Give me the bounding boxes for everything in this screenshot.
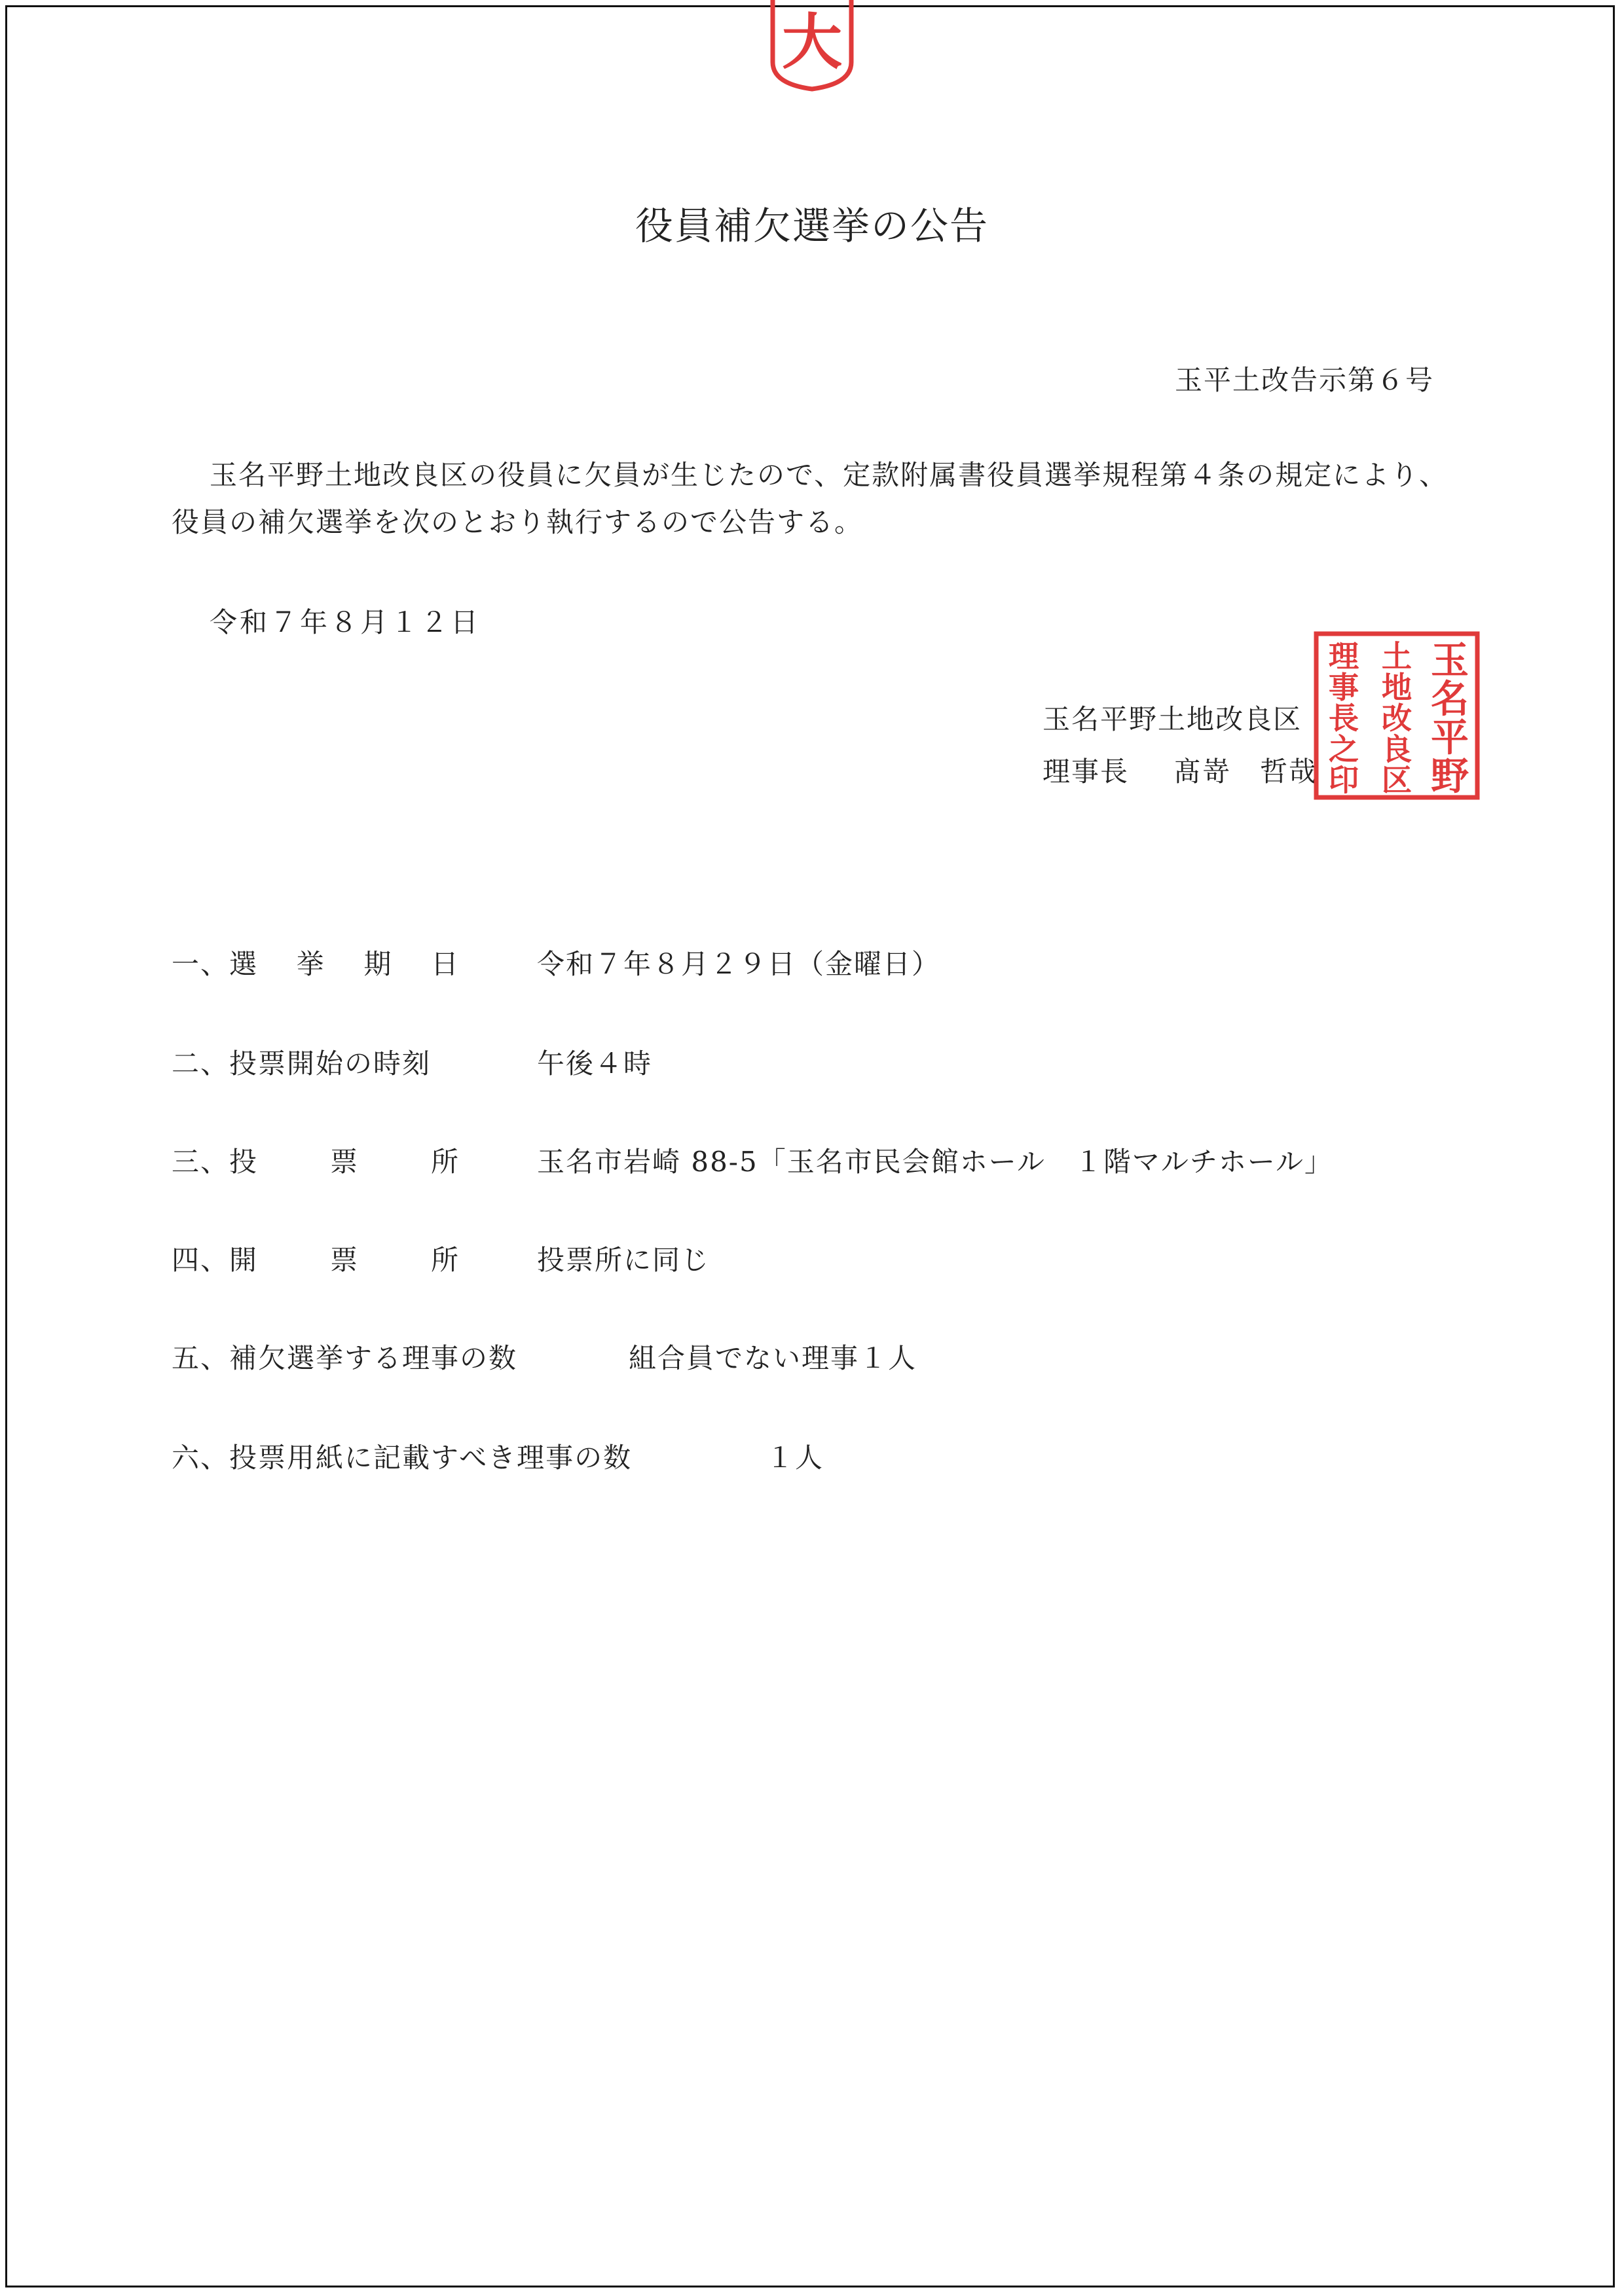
signatory-name [1173,750,1318,790]
item-value: 組合員でない理事１人 [629,1342,917,1374]
item-label [229,1239,460,1278]
item-label [229,943,460,982]
item-value: 令和７年８月２９日（金曜日） [537,948,941,980]
seal-character: 改 [1381,701,1412,737]
seal-character: 平 [1431,715,1469,760]
page-title: 役員補欠選挙の公告 [635,204,989,248]
issue-date: 令和７年８月１２日 [210,606,481,638]
item-label-char: 挙 [296,948,325,980]
item-value: 投票所に同じ [537,1244,710,1276]
seal-character: 土 [1381,638,1412,674]
notice-number: 玉平土改告示第６号 [1174,364,1434,396]
seal-character: 事 [1328,669,1359,705]
item-label: 投票開始の時刻 [229,1048,432,1080]
seal-character: 之 [1328,731,1359,767]
item-label-char: 投 [229,1146,259,1178]
item-value: 玉名市岩崎 88-5「玉名市民会館ホール １階マルチホール」 [537,1146,1334,1178]
election-item [172,1436,632,1476]
item-label-char: 所 [430,1146,460,1178]
item-number: 二、 [172,1048,230,1080]
item-label-char: 選 [229,948,259,980]
item-label-char: 票 [330,1244,360,1276]
seal-character: 理 [1328,638,1359,674]
item-label-char: 票 [330,1146,360,1178]
item-label: 投票用紙に記載すべき理事の数 [229,1442,633,1474]
seal-character: 区 [1381,762,1412,798]
item-number: 一、 [172,948,230,980]
item-number: 四、 [172,1244,230,1276]
election-item [172,1042,431,1082]
item-value: １人 [766,1442,824,1474]
signatory-organization: 玉名平野土地改良区 [1043,703,1302,735]
body-paragraph: 玉名平野土地改良区の役員に欠員が生じたので、定款附属書役員選挙規程第４条の規定により、役員の補欠選挙を次のとおり執行するので公告する。 [172,459,1449,538]
seal-character: 野 [1431,754,1469,799]
item-label-char: 所 [430,1244,460,1276]
election-item [172,1337,517,1376]
item-number: 六、 [172,1442,230,1474]
seal-character: 玉 [1431,638,1469,683]
item-label [229,1140,460,1180]
seal-character: 長 [1328,701,1359,737]
signatory-given-name: 哲哉 [1260,756,1318,788]
item-value: 午後４時 [537,1048,653,1080]
seal-character: 名 [1431,676,1469,721]
item-number: 五、 [172,1342,230,1374]
item-number: 三、 [172,1146,230,1178]
chairman-seal [1312,630,1481,801]
item-label-char: 開 [229,1244,259,1276]
receipt-stamp-glyph: 大 [781,7,843,77]
receipt-stamp [747,0,877,92]
election-item [172,1140,460,1180]
item-label-char: 日 [430,948,460,980]
seal-character: 地 [1381,669,1412,705]
item-label: 補欠選挙する理事の数 [229,1342,518,1374]
signatory-family-name: 髙嵜 [1173,756,1232,788]
seal-character: 良 [1381,731,1412,767]
election-item [172,943,460,982]
item-label-char: 期 [363,948,393,980]
election-item [172,1239,460,1278]
seal-character: 印 [1328,762,1359,798]
signatory-title: 理事長 [1043,756,1130,788]
